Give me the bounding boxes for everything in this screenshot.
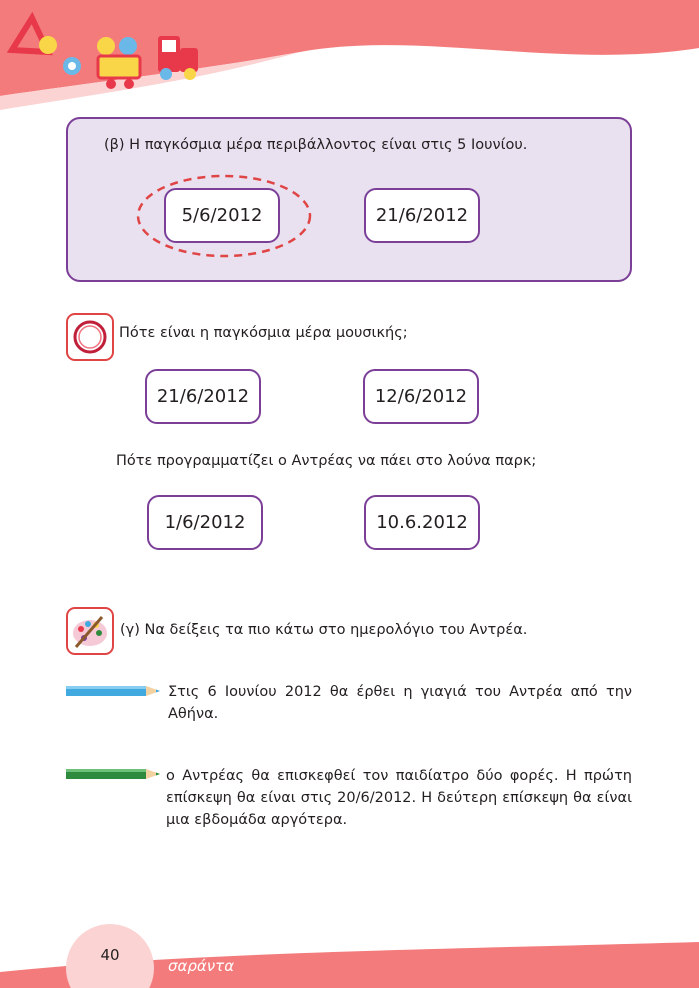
section-c-instruction: (γ) Να δείξεις τα πιο κάτω στο ημερολόγιο του Αντρέα. — [120, 622, 528, 638]
answer-option-music-2[interactable]: 12/6/2012 — [363, 369, 479, 424]
section-b-question: (β) Η παγκόσμια μέρα περιβάλλοντος είναι στις 5 Ιουνίου. — [104, 137, 528, 153]
blue-pencil-icon — [66, 684, 162, 698]
palette-icon — [66, 607, 114, 655]
circle-draw-icon — [66, 313, 114, 361]
circled-answer-mark — [134, 174, 314, 264]
header-decoration — [0, 0, 699, 110]
green-item-text: ο Αντρέας θα επισκεφθεί τον παιδίατρο δύο φορές. Η πρώτη επίσκεψη θα είναι στις 20/6/2012. Η δεύτερη επίσκεψη θα είναι μια εβδομάδα αργότερα. — [166, 768, 632, 828]
answer-option-park-2[interactable]: 10.6.2012 — [364, 495, 480, 550]
page-number: 40 — [100, 946, 120, 964]
music-question: Πότε είναι η παγκόσμια μέρα μουσικής; — [119, 325, 408, 341]
page-number-word: σαράντα — [168, 957, 235, 975]
answer-option-env-1[interactable]: 5/6/2012 — [164, 188, 280, 243]
green-pencil-icon — [66, 767, 162, 781]
luna-park-question: Πότε προγραμματίζει ο Αντρέας να πάει στο λούνα παρκ; — [116, 453, 537, 469]
blue-item-text: Στις 6 Ιουνίου 2012 θα έρθει η γιαγιά του Αντρέα από την Αθήνα. — [168, 684, 632, 722]
answer-option-music-1[interactable]: 21/6/2012 — [145, 369, 261, 424]
answer-option-park-1[interactable]: 1/6/2012 — [147, 495, 263, 550]
answer-option-env-2[interactable]: 21/6/2012 — [364, 188, 480, 243]
